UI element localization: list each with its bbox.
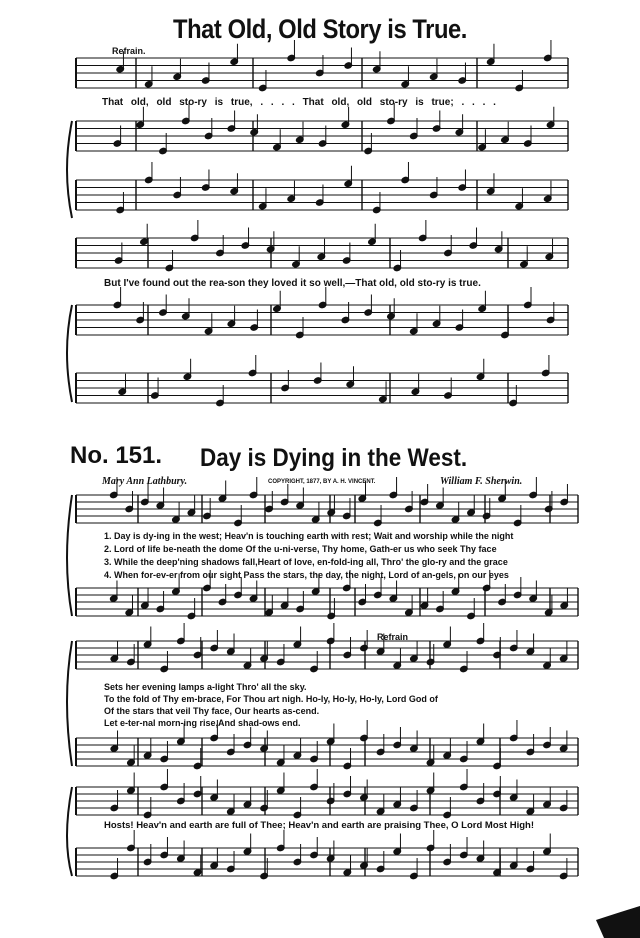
brace [67,787,72,876]
brace [67,121,72,218]
verse-line: To the fold of Thy em-brace, For Thou art nigh. Ho-ly, Ho-ly, Ho-ly, Lord God of [104,694,438,704]
copyright-notice: COPYRIGHT, 1877, BY A. H. VINCENT. [268,479,376,485]
verse-line: 3. While the deep'ning shadows fall,Heart of love, en-fold-ing all, Thro' the glo-ry and the grace [104,557,508,567]
brace [67,641,72,766]
verse-line: Sets her evening lamps a-light Thro' all the sky. [104,682,307,692]
lyric-line: But I've found out the rea-son they loved it so well,—That old, old sto-ry is true. [104,278,481,289]
lyric-line: That old, old sto-ry is true, . . . . That old, old sto-ry is true; . . . . [102,97,496,108]
hymn-title: That Old, Old Story is True. [173,14,467,44]
brace [67,495,72,616]
page-corner-shadow [596,906,640,938]
brace [67,305,72,402]
verse-line: Let e-ter-nal morn-ing rise,And shad-ows end. [104,718,301,728]
refrain-label: Refrain [377,632,409,642]
author-credit: Mary Ann Lathbury. [102,476,188,487]
hymn-number: No. 151. [70,442,163,469]
verse-line: 2. Lord of life be-neath the dome Of the u-ni-verse, Thy home, Gath-er us who seek Thy face [104,544,497,554]
refrain-lyric: Hosts! Heav'n and earth are full of Thee; Heav'n and earth are praising Thee, O Lord Most High! [104,820,534,831]
hymn-title: Day is Dying in the West. [200,444,468,472]
refrain-label: Refrain. [112,46,146,56]
verse-line: 1. Day is dy-ing in the west; Heav'n is touching earth with rest; Wait and worship while the night [104,531,514,541]
verse-line: Of the stars that veil Thy face, Our hearts as-cend. [104,706,320,716]
composer-credit: William F. Sherwin. [440,476,523,487]
verse-line: 4. When for-ev-er from our sight Pass the stars, the day, the night, Lord of an-gels, on our eyes [104,570,509,580]
